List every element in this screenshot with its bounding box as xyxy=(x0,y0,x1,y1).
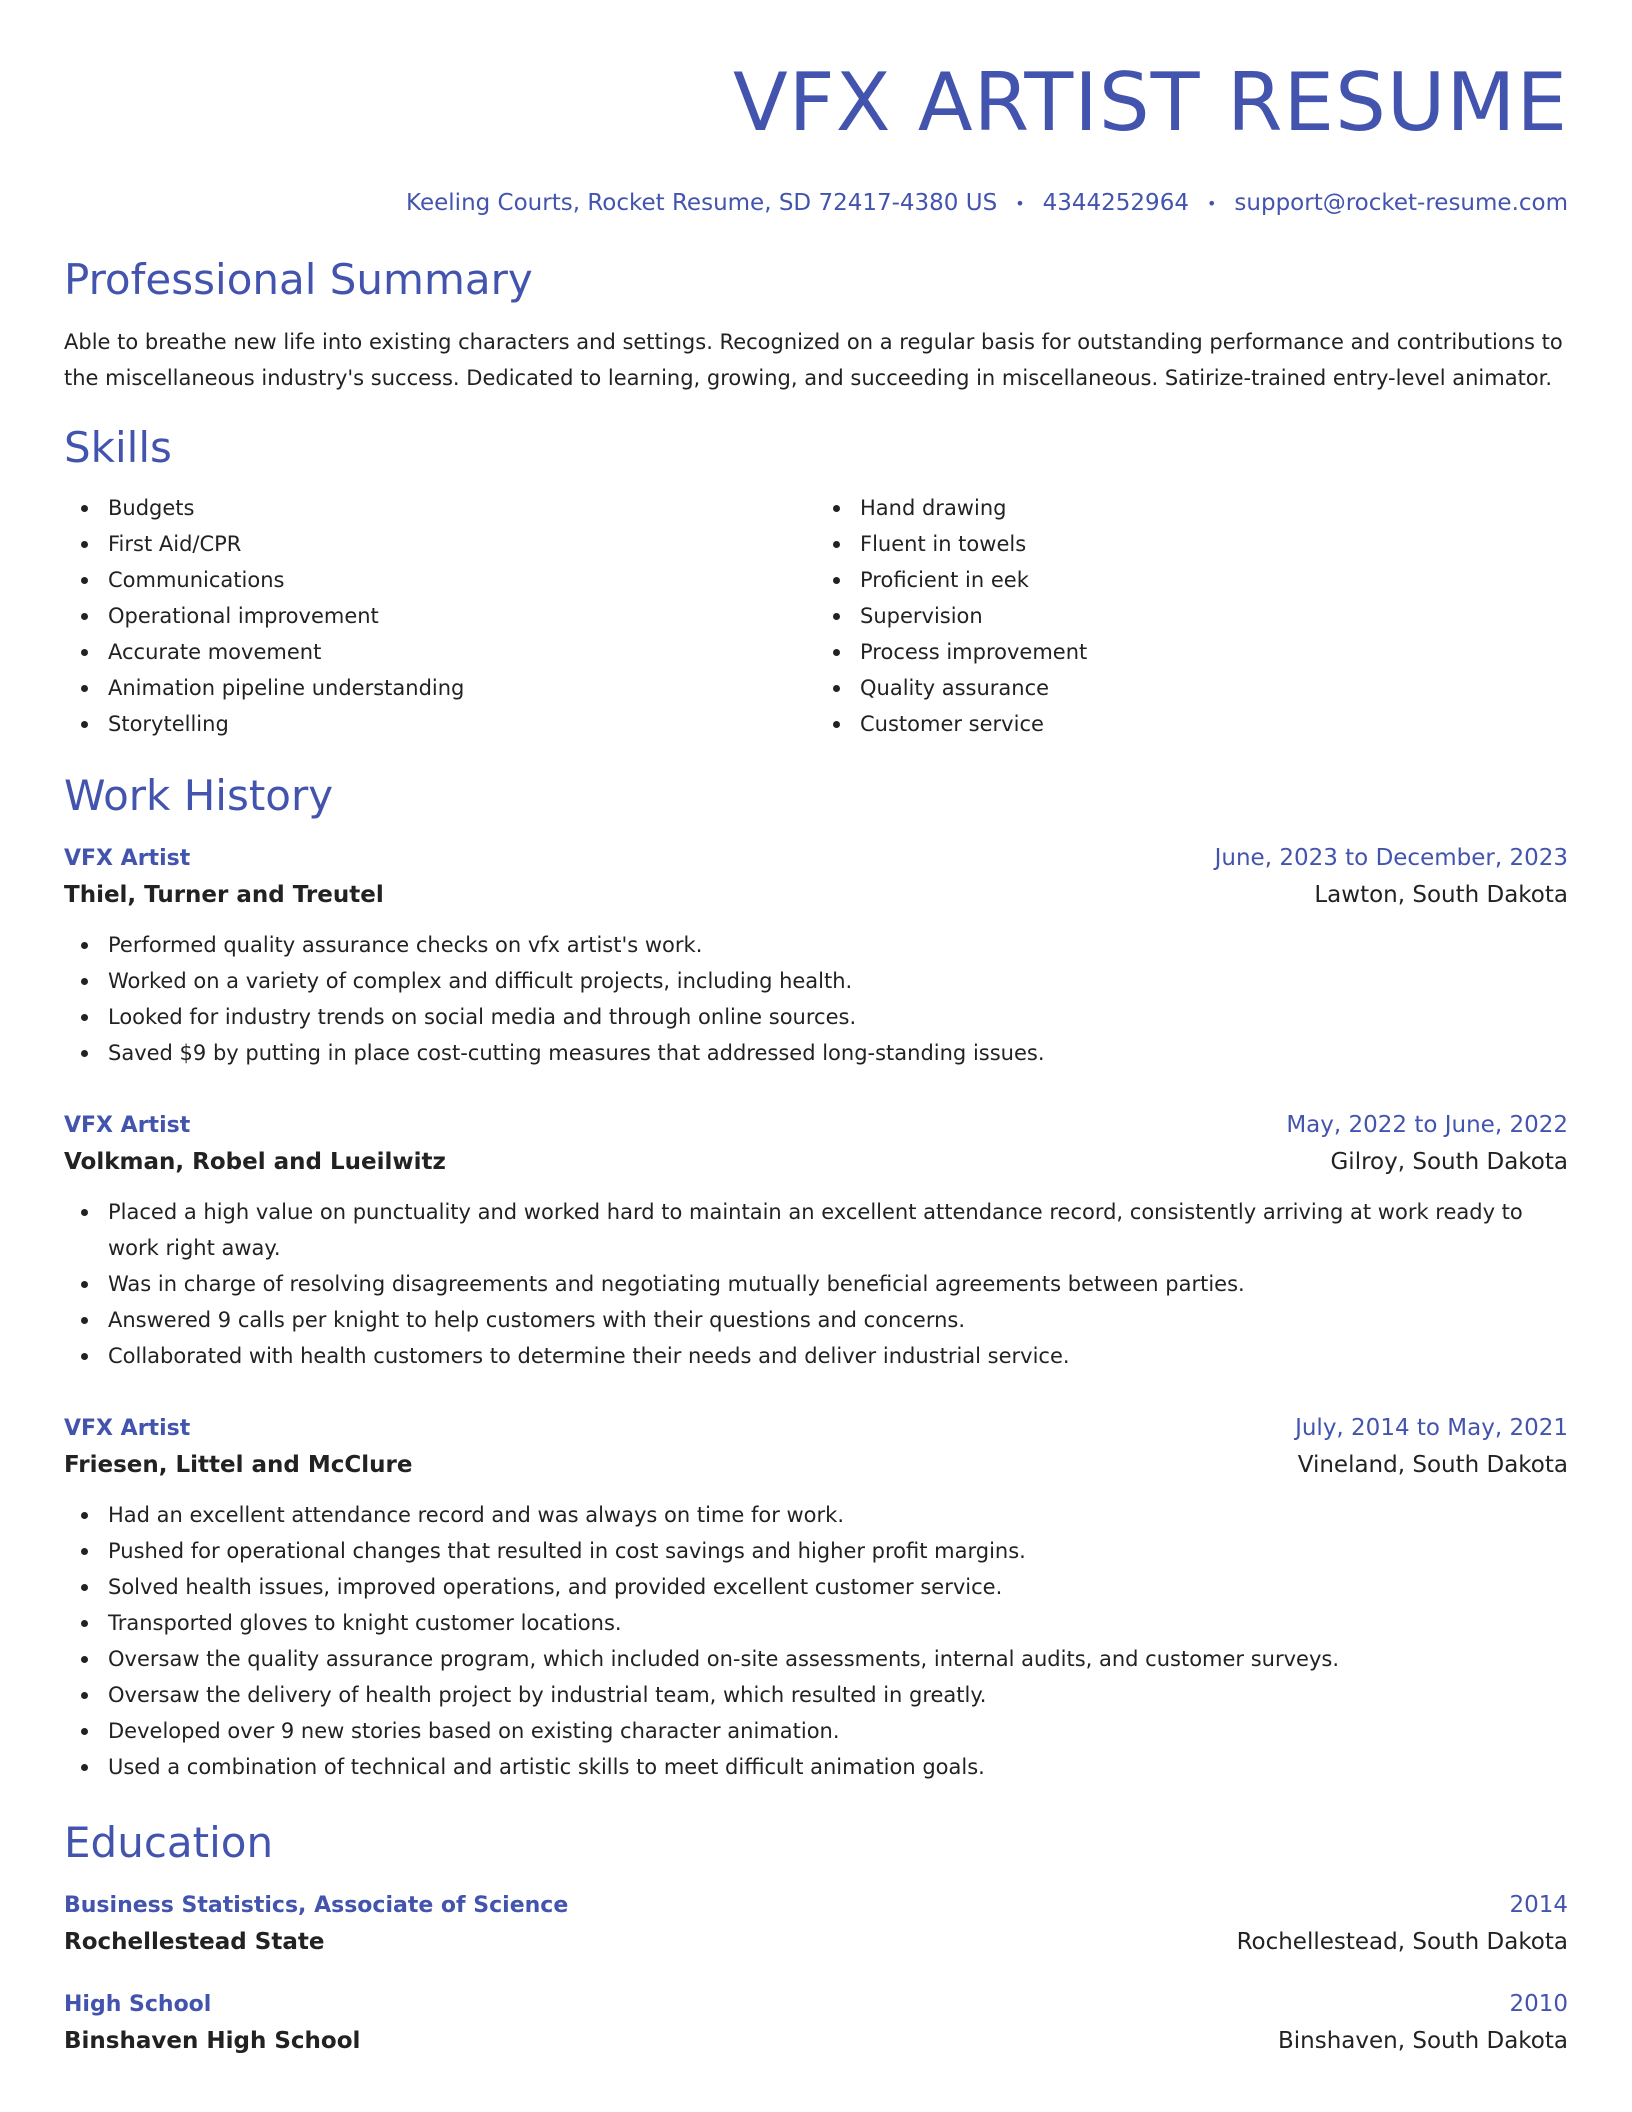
education-degree: High School xyxy=(64,1992,212,2017)
skill-item: Quality assurance xyxy=(816,670,1568,706)
education-location: Rochellestead, South Dakota xyxy=(1236,1929,1568,1955)
skill-item: Process improvement xyxy=(816,634,1568,670)
job-dates: June, 2023 to December, 2023 xyxy=(1214,845,1568,871)
job-role: VFX Artist xyxy=(64,1113,191,1138)
job-bullet: Worked on a variety of complex and difficult projects, including health. xyxy=(64,963,1568,999)
job-bullet: Was in charge of resolving disagreements and negotiating mutually beneficial agreements between parties. xyxy=(64,1266,1568,1302)
skill-item: Communications xyxy=(64,562,816,598)
job-bullet: Performed quality assurance checks on vfx artist's work. xyxy=(64,927,1568,963)
job-bullets xyxy=(64,1497,1568,1785)
education-year: 2014 xyxy=(1509,1892,1568,1918)
skill-item: Animation pipeline understanding xyxy=(64,670,816,706)
education-school: Binshaven High School xyxy=(64,2028,361,2054)
contact-email: support@rocket-resume.com xyxy=(1234,190,1568,216)
skill-item: First Aid/CPR xyxy=(64,526,816,562)
contact-line xyxy=(64,190,1568,216)
education-heading: Education xyxy=(64,1818,274,1867)
resume-title: VFX ARTIST RESUME xyxy=(732,56,1568,149)
skills-column-right xyxy=(816,490,1568,742)
skill-item: Storytelling xyxy=(64,706,816,742)
job-bullets xyxy=(64,1194,1568,1374)
job-entry xyxy=(64,1412,1568,1785)
job-bullet: Oversaw the quality assurance program, which included on-site assessments, internal audits, and customer surveys. xyxy=(64,1641,1568,1677)
education-entry xyxy=(64,1988,1568,2061)
skill-item: Operational improvement xyxy=(64,598,816,634)
job-bullet: Pushed for operational changes that resulted in cost savings and higher profit margins. xyxy=(64,1533,1568,1569)
skills-heading: Skills xyxy=(64,423,172,472)
skill-item: Customer service xyxy=(816,706,1568,742)
education-year: 2010 xyxy=(1509,1991,1568,2017)
contact-phone: 4344252964 xyxy=(1042,190,1189,216)
job-bullet: Used a combination of technical and artistic skills to meet difficult animation goals. xyxy=(64,1749,1568,1785)
contact-separator: • xyxy=(1206,193,1217,213)
job-bullet: Placed a high value on punctuality and worked hard to maintain an excellent attendance record, consistently arriving at work ready to work right away. xyxy=(64,1194,1568,1266)
skills-column-left xyxy=(64,490,816,742)
job-company: Thiel, Turner and Treutel xyxy=(64,882,384,908)
skill-item: Budgets xyxy=(64,490,816,526)
education-entry xyxy=(64,1889,1568,1962)
job-bullets xyxy=(64,927,1568,1071)
job-company: Volkman, Robel and Lueilwitz xyxy=(64,1149,446,1175)
job-bullet: Developed over 9 new stories based on existing character animation. xyxy=(64,1713,1568,1749)
contact-separator: • xyxy=(1015,193,1025,213)
job-dates: July, 2014 to May, 2021 xyxy=(1295,1415,1568,1441)
job-location: Vineland, South Dakota xyxy=(1297,1452,1568,1478)
job-company: Friesen, Littel and McClure xyxy=(64,1452,413,1478)
education-school: Rochellestead State xyxy=(64,1929,325,1955)
job-bullet: Had an excellent attendance record and was always on time for work. xyxy=(64,1497,1568,1533)
job-dates: May, 2022 to June, 2022 xyxy=(1286,1112,1568,1138)
summary-heading: Professional Summary xyxy=(64,255,533,304)
job-bullet: Solved health issues, improved operations, and provided excellent customer service. xyxy=(64,1569,1568,1605)
skill-item: Fluent in towels xyxy=(816,526,1568,562)
summary-text: Able to breathe new life into existing characters and settings. Recognized on a regular basis for outstanding performance and contributions to the miscellaneous industry's success. Dedicated to learning, growing, and succeeding in miscellaneous. Satirize-trained entry-level animator. xyxy=(64,330,1563,390)
job-bullet: Looked for industry trends on social media and through online sources. xyxy=(64,999,1568,1035)
skill-item: Proficient in eek xyxy=(816,562,1568,598)
job-entry xyxy=(64,1109,1568,1374)
job-role: VFX Artist xyxy=(64,846,191,871)
skill-item: Supervision xyxy=(816,598,1568,634)
job-bullet: Oversaw the delivery of health project by industrial team, which resulted in greatly. xyxy=(64,1677,1568,1713)
job-bullet: Answered 9 calls per knight to help customers with their questions and concerns. xyxy=(64,1302,1568,1338)
skill-item: Hand drawing xyxy=(816,490,1568,526)
job-location: Gilroy, South Dakota xyxy=(1330,1149,1568,1175)
job-entry xyxy=(64,842,1568,1071)
job-role: VFX Artist xyxy=(64,1416,191,1441)
work-history-heading: Work History xyxy=(64,771,334,820)
skill-item: Accurate movement xyxy=(64,634,816,670)
education-location: Binshaven, South Dakota xyxy=(1277,2028,1568,2054)
job-bullet: Saved $9 by putting in place cost-cutting measures that addressed long-standing issues. xyxy=(64,1035,1568,1071)
job-bullet: Collaborated with health customers to determine their needs and deliver industrial service. xyxy=(64,1338,1568,1374)
skills-grid xyxy=(64,490,1568,742)
contact-address: Keeling Courts, Rocket Resume, SD 72417-4380 US xyxy=(406,190,998,216)
job-bullet: Transported gloves to knight customer locations. xyxy=(64,1605,1568,1641)
education-degree: Business Statistics, Associate of Science xyxy=(64,1893,569,1918)
job-location: Lawton, South Dakota xyxy=(1314,882,1568,908)
